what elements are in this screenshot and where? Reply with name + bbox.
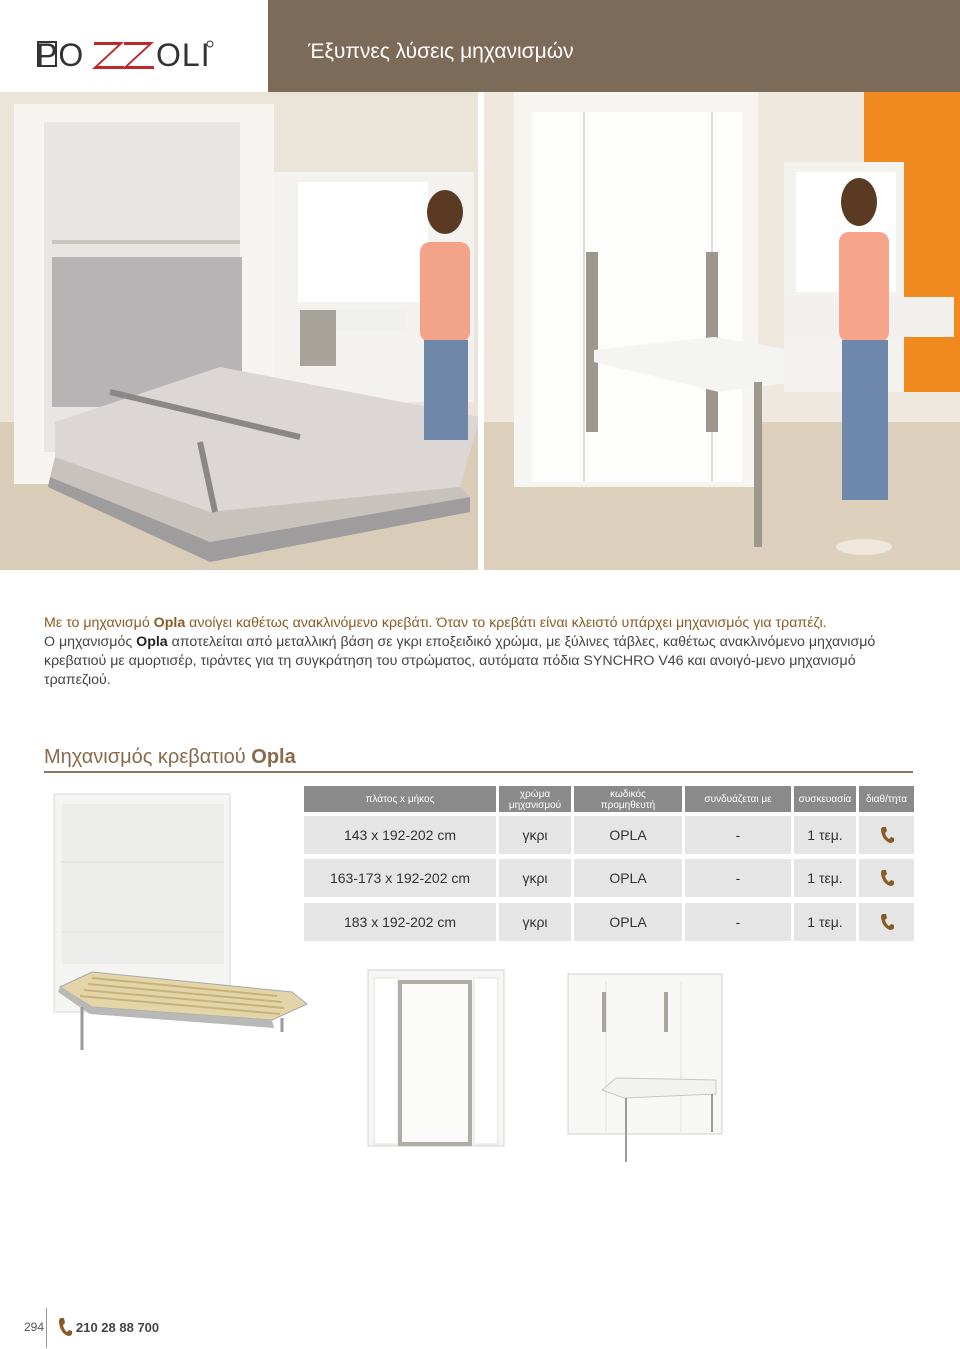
product-image-cabinet-table <box>566 972 726 1164</box>
table-row <box>304 859 914 897</box>
row-color: γκρι <box>499 816 571 854</box>
row-size: 143 x 192-202 cm <box>304 816 496 854</box>
row-size: 163-173 x 192-202 cm <box>304 859 496 897</box>
table-header-color: χρώμα μηχανισμού <box>499 786 571 812</box>
table-header-combines: συνδυάζεται με <box>685 786 791 812</box>
table-row <box>304 816 914 854</box>
header-title-bar <box>268 0 960 92</box>
row-availability[interactable] <box>859 816 914 854</box>
table-row <box>304 903 914 941</box>
section-divider <box>44 771 913 773</box>
intro-body: Ο μηχανισμός Opla αποτελείται από μεταλλική βάση σε γκρι εποξειδικό χρώμα, με ξύλινες τάβλες, καθέτως ανακλινόμενο μηχανισμό κρεβατιού με αμορτισέρ, τιράντες για τη συγκράτηση του στρώματος, αυτόματα πόδια SYNCHRO V46 και ανοιγό-μενο μηχανισμό τραπεζιού. <box>44 634 876 688</box>
row-packaging: 1 τεμ. <box>794 859 856 897</box>
logo-area <box>0 0 268 92</box>
phone-icon <box>880 826 894 844</box>
row-code: OPLA <box>574 816 682 854</box>
page-title: Έξυπνες λύσεις μηχανισμών <box>308 40 574 63</box>
row-combines: - <box>685 903 791 941</box>
row-size: 183 x 192-202 cm <box>304 903 496 941</box>
phone-icon <box>880 869 894 887</box>
table-header-code: κωδικός προμηθευτή <box>574 786 682 812</box>
phone-icon <box>880 913 894 931</box>
row-combines: - <box>685 816 791 854</box>
row-packaging: 1 τεμ. <box>794 903 856 941</box>
row-packaging: 1 τεμ. <box>794 816 856 854</box>
row-combines: - <box>685 859 791 897</box>
phone-icon <box>58 1317 72 1337</box>
product-image-cabinet-closed <box>366 968 506 1148</box>
row-availability[interactable] <box>859 903 914 941</box>
section-title: Μηχανισμός κρεβατιού Opla <box>44 746 296 768</box>
row-color: γκρι <box>499 859 571 897</box>
page-number: 294 <box>24 1320 45 1334</box>
page-header <box>0 0 960 92</box>
row-code: OPLA <box>574 903 682 941</box>
svg-text:PO: PO <box>36 37 85 73</box>
table-header-packaging: συσκευασία <box>794 786 856 812</box>
product-image-bed-open <box>52 792 314 1054</box>
table-header-size: πλάτος x μήκος <box>304 786 496 812</box>
footer-phone-number[interactable]: 210 28 88 700 <box>76 1320 160 1335</box>
photo-bed-open <box>0 92 478 570</box>
intro-lead: Με το μηχανισμό Opla ανοίγει καθέτως ανακλινόμενο κρεβάτι. Όταν το κρεβάτι είναι κλειστό υπάρχει μηχανισμός για τραπέζι. <box>44 615 827 631</box>
row-code: OPLA <box>574 859 682 897</box>
table-header-availability: διαθ/τητα <box>859 786 914 812</box>
pozzoli-logo <box>36 36 214 76</box>
row-availability[interactable] <box>859 859 914 897</box>
row-color: γκρι <box>499 903 571 941</box>
footer-divider <box>46 1308 47 1348</box>
svg-text:OLI: OLI <box>156 37 211 73</box>
intro-text <box>44 614 924 690</box>
photo-table-open <box>484 92 960 570</box>
